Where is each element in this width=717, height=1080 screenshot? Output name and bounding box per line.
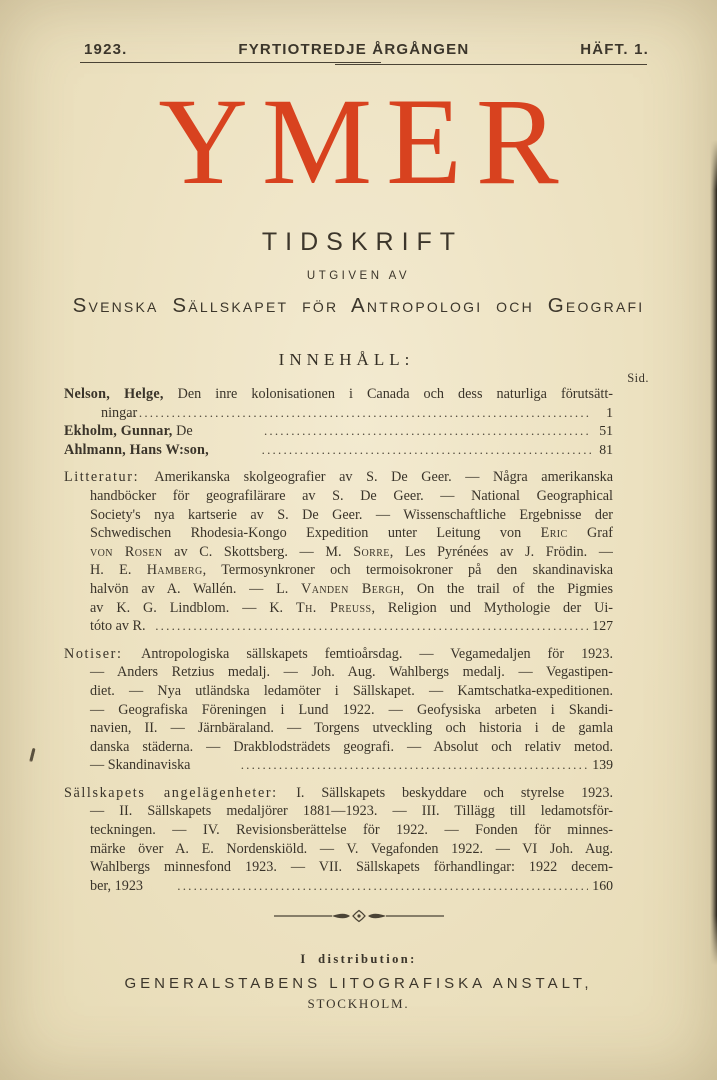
- toc-line: [64, 404, 613, 423]
- toc-line: [64, 580, 613, 599]
- toc-section-litteratur: [64, 468, 613, 635]
- page-number: 81: [599, 441, 613, 457]
- toc-line-text: halvön av A. Wallén. — L. Vanden Bergh, On the trail of the Pigmies: [90, 580, 613, 597]
- toc-line: [64, 784, 613, 803]
- header-issue: HÄFT. 1.: [580, 41, 649, 58]
- toc-line: [64, 617, 613, 636]
- page-number: 160: [592, 877, 613, 893]
- toc-line: [64, 756, 613, 775]
- toc-line: [64, 802, 613, 821]
- society-name: Svenska Sällskapet för Antropologi och Geografi: [72, 294, 645, 317]
- toc-line: [64, 682, 613, 701]
- header-rule: [80, 62, 647, 66]
- page-number: 139: [592, 757, 613, 773]
- toc-heading: INNEHÅLL:: [278, 350, 415, 369]
- toc-line: [64, 877, 613, 896]
- page-number: 51: [599, 423, 613, 439]
- toc-line-text: av K. G. Lindblom. — K. Th. Preuss, Religion und Mythologie der Ui-: [90, 599, 613, 616]
- toc-line-text: Ekholm, Gunnar, De: [64, 423, 193, 440]
- toc-section-articles: [64, 385, 613, 459]
- journal-title: YMER: [158, 73, 573, 210]
- toc-line-text: — Anders Retzius medalj. — Joh. Aug. Wahlbergs medalj. — Vegastipen-: [90, 664, 613, 681]
- toc-line: [64, 858, 613, 877]
- toc-line: [64, 524, 613, 543]
- toc-line-text: märke över A. E. Nordenskiöld. — V. Vegafonden 1922. — VI Joh. Aug.: [90, 840, 613, 857]
- toc-section-sallskapets-angelagenheter: [64, 784, 613, 896]
- toc-line: [64, 543, 613, 562]
- toc-section-notiser: [64, 645, 613, 775]
- toc-line-text: diet. — Nya utländska ledamöter i Sällskapet. — Kamtschatka-expeditionen.: [90, 682, 613, 699]
- masthead: [0, 73, 717, 318]
- journal-subtitle: TIDSKRIFT: [261, 228, 464, 256]
- toc-line-text: teckningen. — IV. Revisionsberättelse för 1922. — Fonden för minnes-: [90, 822, 613, 839]
- published-by-label: UTGIVEN AV: [306, 270, 411, 282]
- toc-line: [64, 561, 613, 580]
- toc-line: [64, 821, 613, 840]
- printer-name: GENERALSTABENS LITOGRAFISKA ANSTALT,: [124, 975, 593, 992]
- toc-line: [64, 487, 613, 506]
- toc-line-text: Wahlbergs minnesfond 1923. — VII. Sällskapets förhandlingar: 1922 decem-: [90, 859, 613, 876]
- toc-line: [64, 385, 613, 404]
- divider: [0, 908, 717, 929]
- toc-line-text: — II. Sällskapets medaljörer 1881—1923. — III. Tillägg till ledamotsför-: [90, 803, 613, 820]
- printer-city: STOCKHOLM.: [307, 996, 410, 1011]
- dot-leader: [155, 617, 588, 636]
- toc-line-text: Sällskapets angelägenheter: I. Sällskapets beskyddare och styrelse 1923.: [64, 784, 613, 801]
- imprint: [0, 952, 717, 1012]
- toc-line-text: danska städerna. — Drakblodsträdets geografi. — Absolut och relativ metod.: [90, 738, 613, 755]
- toc-line: [64, 599, 613, 618]
- toc-line-text: navien, II. — Järnbäraland. — Torgens utveckling och historia i de gamla: [90, 720, 613, 737]
- toc-line-text: Litteratur: Amerikanska skolgeografier av S. De Geer. — Några amerikanska: [64, 469, 613, 486]
- toc-line: [64, 840, 613, 859]
- dot-leader: [241, 756, 589, 775]
- dot-leader: [264, 422, 591, 441]
- toc-line-text: H. E. Hamberg, Termosynkroner och termoisokroner på den skandinaviska: [90, 562, 613, 579]
- toc-line: [64, 701, 613, 720]
- stray-ink-mark: [29, 748, 35, 761]
- toc-line-text: handböcker för geografilärare av S. De Geer. — National Geographical: [90, 487, 613, 504]
- toc-line-text: Notiser: Antropologiska sällskapets femtioårsdag. — Vegamedaljen för 1923.: [64, 645, 613, 662]
- header-volume: FYRTIOTREDJE ÅRGÅNGEN: [238, 41, 470, 58]
- toc-sections: [64, 385, 613, 895]
- toc-line: [64, 738, 613, 757]
- toc-line-text: Ahlmann, Hans W:son,: [64, 441, 209, 458]
- toc-line-text: Schwedischen Rhodesia-Kongo Expedition unter Leitung von Eric Graf: [90, 525, 613, 542]
- toc-line-text: — Geografiska Föreningen i Lund 1922. — Geofysiska arbeten i Skandi-: [90, 701, 613, 718]
- toc-line-text: — Skandinaviska: [90, 757, 191, 774]
- header-rule-right: [335, 64, 647, 65]
- page-number: 127: [592, 618, 613, 634]
- page-column-label: Sid.: [627, 371, 649, 385]
- toc-line: [64, 719, 613, 738]
- toc-line: [64, 422, 613, 441]
- table-of-contents: [64, 350, 649, 895]
- toc-line-text: von Rosen av C. Skottsberg. — M. Sorre, Les Pyrénées av J. Frödin. —: [90, 543, 613, 560]
- toc-line-text: Society's nya kartserie av S. De Geer. — Wissenschaftliche Ergebnisse der: [90, 506, 613, 523]
- toc-line: [64, 441, 613, 460]
- header-year: 1923.: [84, 41, 128, 58]
- dot-leader: [128, 404, 591, 423]
- toc-line-text: Nelson, Helge, Den inre kolonisationen i Canada och dess naturliga förutsätt-: [64, 386, 613, 402]
- toc-line: [64, 506, 613, 525]
- toc-line-text: tóto av R.: [90, 618, 146, 635]
- divider-ornament-icon: [274, 911, 444, 928]
- running-head: [84, 41, 649, 58]
- distribution-label: I distribution:: [300, 952, 417, 966]
- dot-leader: [177, 877, 588, 896]
- toc-line: [64, 468, 613, 487]
- toc-line-text: ber, 1923: [90, 877, 144, 894]
- page-number: 1: [606, 404, 613, 420]
- dot-leader: [262, 441, 591, 460]
- toc-line: [64, 645, 613, 664]
- toc-line-text: ningar: [101, 404, 138, 421]
- toc-line: [64, 663, 613, 682]
